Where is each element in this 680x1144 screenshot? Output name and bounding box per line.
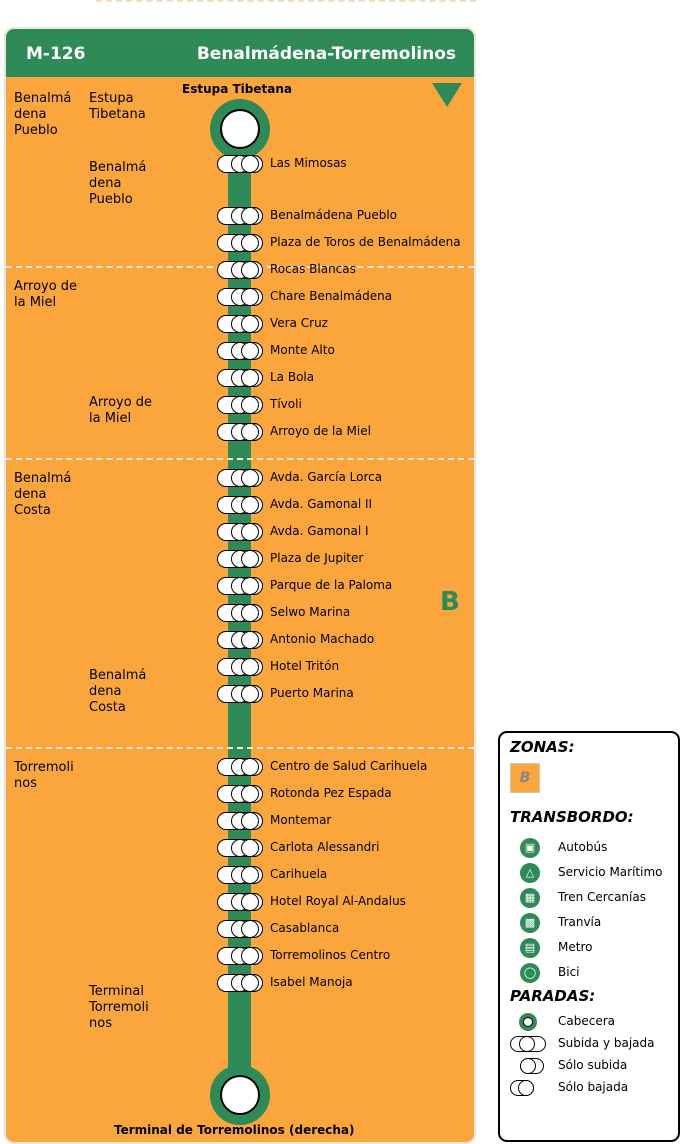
route-header [6, 29, 474, 77]
stop-label[interactable]: Hotel Royal Al-Andalus [270, 894, 406, 908]
start-terminus-label: Estupa Tibetana [182, 82, 292, 96]
stop-marker[interactable] [217, 947, 265, 965]
bus-icon: ▣ [520, 838, 540, 858]
locality-name: Estupa Tibetana [89, 91, 146, 122]
stop-label[interactable]: Isabel Manoja [270, 975, 353, 989]
area-name: Torremoli nos [14, 760, 74, 791]
stop-marker[interactable] [217, 839, 265, 857]
legend-parada-label: Sólo subida [558, 1058, 628, 1072]
stop-marker[interactable] [217, 207, 265, 225]
zone-divider [6, 458, 474, 460]
stop-marker[interactable] [217, 893, 265, 911]
stop-marker[interactable] [217, 631, 265, 649]
locality-name: Benalmá dena Pueblo [89, 160, 147, 207]
stop-circle [241, 155, 259, 173]
stop-circle [241, 315, 259, 333]
stop-circle [241, 396, 259, 414]
stop-circle [241, 785, 259, 803]
stop-label[interactable]: Plaza de Toros de Benalmádena [270, 235, 461, 249]
stop-circle [241, 288, 259, 306]
stop-marker[interactable] [217, 315, 265, 333]
stop-marker[interactable] [217, 550, 265, 568]
stop-marker[interactable] [217, 577, 265, 595]
stop-label[interactable]: Avda. Gamonal I [270, 524, 369, 538]
stop-marker[interactable] [217, 812, 265, 830]
stop-marker[interactable] [217, 685, 265, 703]
stop-circle [241, 947, 259, 965]
legend-transbordo-label: Tranvía [558, 915, 602, 929]
stop-label[interactable]: Vera Cruz [270, 316, 328, 330]
stop-circle [241, 550, 259, 568]
legend-transbordo-label: Metro [558, 940, 593, 954]
stop-label[interactable]: Arroyo de la Miel [270, 424, 371, 438]
legend-parada-label: Sólo bajada [558, 1080, 629, 1094]
stop-label[interactable]: Montemar [270, 813, 332, 827]
stop-label[interactable]: Torremolinos Centro [270, 948, 391, 962]
legend-panel [498, 731, 680, 1142]
stop-circle [241, 577, 259, 595]
stop-label[interactable]: Monte Alto [270, 343, 335, 357]
route-code: M-126 [26, 44, 86, 64]
stop-marker[interactable] [217, 658, 265, 676]
stop-circle [241, 974, 259, 992]
stop-circle [241, 685, 259, 703]
locality-name: Terminal Torremoli nos [89, 984, 149, 1031]
stop-marker[interactable] [217, 342, 265, 360]
stop-circle [241, 207, 259, 225]
stop-marker[interactable] [217, 974, 265, 992]
route-diagram-card [4, 27, 476, 1144]
locality-name: Arroyo de la Miel [89, 395, 153, 426]
stop-circle [241, 812, 259, 830]
board-only-stop-icon [520, 1058, 550, 1074]
stop-label[interactable]: Carlota Alessandri [270, 840, 380, 854]
ship-icon: △ [520, 863, 540, 883]
stop-label[interactable]: Casablanca [270, 921, 340, 935]
legend-transbordo-title: TRANSBORDO: [510, 808, 634, 826]
stop-label[interactable]: Las Mimosas [270, 156, 347, 170]
stop-marker[interactable] [217, 423, 265, 441]
stop-label[interactable]: Chare Benalmádena [270, 289, 393, 303]
stop-marker[interactable] [217, 920, 265, 938]
stop-label[interactable]: Benalmádena Pueblo [270, 208, 398, 222]
stop-circle [241, 261, 259, 279]
stop-circle [241, 893, 259, 911]
zone-letter: B [440, 587, 460, 617]
alight-only-stop-icon [510, 1080, 540, 1096]
direction-arrow-icon [432, 83, 462, 107]
stop-label[interactable]: La Bola [270, 370, 315, 384]
top-dashed-rule [96, 0, 476, 5]
stop-marker[interactable] [217, 523, 265, 541]
stop-label[interactable]: Rotonda Pez Espada [270, 786, 392, 800]
stop-marker[interactable] [217, 604, 265, 622]
stop-circle [241, 658, 259, 676]
area-name: Arroyo de la Miel [14, 279, 78, 310]
legend-transbordo-label: Bici [558, 965, 580, 979]
stop-label[interactable]: Tívoli [270, 397, 302, 411]
stop-label[interactable]: Parque de la Paloma [270, 578, 393, 592]
end-terminus-label: Terminal de Torremolinos (derecha) [114, 1123, 355, 1137]
stop-marker[interactable] [217, 234, 265, 252]
locality-name: Benalmá dena Costa [89, 668, 147, 715]
legend-paradas-title: PARADAS: [510, 987, 596, 1005]
board-alight-stop-icon [510, 1036, 546, 1052]
stop-marker[interactable] [217, 261, 265, 279]
stop-circle [241, 342, 259, 360]
start-terminus-icon[interactable] [210, 99, 270, 159]
tram-icon: ▩ [520, 913, 540, 933]
stop-circle [241, 523, 259, 541]
stop-label[interactable]: Antonio Machado [270, 632, 375, 646]
stop-circle [241, 758, 259, 776]
stop-label[interactable]: Plaza de Jupiter [270, 551, 364, 565]
stop-marker[interactable] [217, 866, 265, 884]
stop-marker[interactable] [217, 288, 265, 306]
stop-marker[interactable] [217, 758, 265, 776]
stop-label[interactable]: Carihuela [270, 867, 328, 881]
stop-circle [241, 369, 259, 387]
stop-label[interactable]: Centro de Salud Carihuela [270, 759, 428, 773]
train-icon: ▦ [520, 888, 540, 908]
stop-label[interactable]: Selwo Marina [270, 605, 351, 619]
stop-marker[interactable] [217, 155, 265, 173]
stop-circle [241, 423, 259, 441]
stop-marker[interactable] [217, 469, 265, 487]
area-name: Benalmá dena Pueblo [14, 91, 72, 138]
stop-marker[interactable] [217, 369, 265, 387]
legend-transbordo-label: Tren Cercanías [558, 890, 646, 904]
bike-icon: ◯ [520, 963, 540, 983]
stop-label[interactable]: Avda. García Lorca [270, 470, 383, 484]
legend-transbordo-label: Autobús [558, 840, 608, 854]
stop-circle [241, 496, 259, 514]
area-name: Benalmá dena Costa [14, 471, 72, 518]
legend-parada-label: Cabecera [558, 1014, 615, 1028]
end-terminus-icon[interactable] [210, 1065, 270, 1125]
head-stop-icon [519, 1013, 537, 1031]
route-name: Benalmádena-Torremolinos [196, 44, 456, 64]
zone-divider [6, 747, 474, 749]
stop-label[interactable]: Hotel Tritón [270, 659, 340, 673]
stop-label[interactable]: Avda. Gamonal II [270, 497, 373, 511]
stop-marker[interactable] [217, 496, 265, 514]
stop-circle [241, 920, 259, 938]
legend-zonas-title: ZONAS: [510, 738, 575, 756]
stop-circle [241, 469, 259, 487]
stop-circle [241, 631, 259, 649]
stop-marker[interactable] [217, 396, 265, 414]
stop-marker[interactable] [217, 785, 265, 803]
metro-icon: ▤ [520, 938, 540, 958]
legend-transbordo-label: Servicio Marítimo [558, 865, 663, 879]
legend-parada-label: Subida y bajada [558, 1036, 655, 1050]
stop-circle [241, 866, 259, 884]
legend-zone-sample: B [510, 763, 540, 793]
stop-circle [241, 234, 259, 252]
stop-label[interactable]: Puerto Marina [270, 686, 354, 700]
stop-label[interactable]: Rocas Blancas [270, 262, 356, 276]
stop-circle [241, 839, 259, 857]
stop-circle [241, 604, 259, 622]
